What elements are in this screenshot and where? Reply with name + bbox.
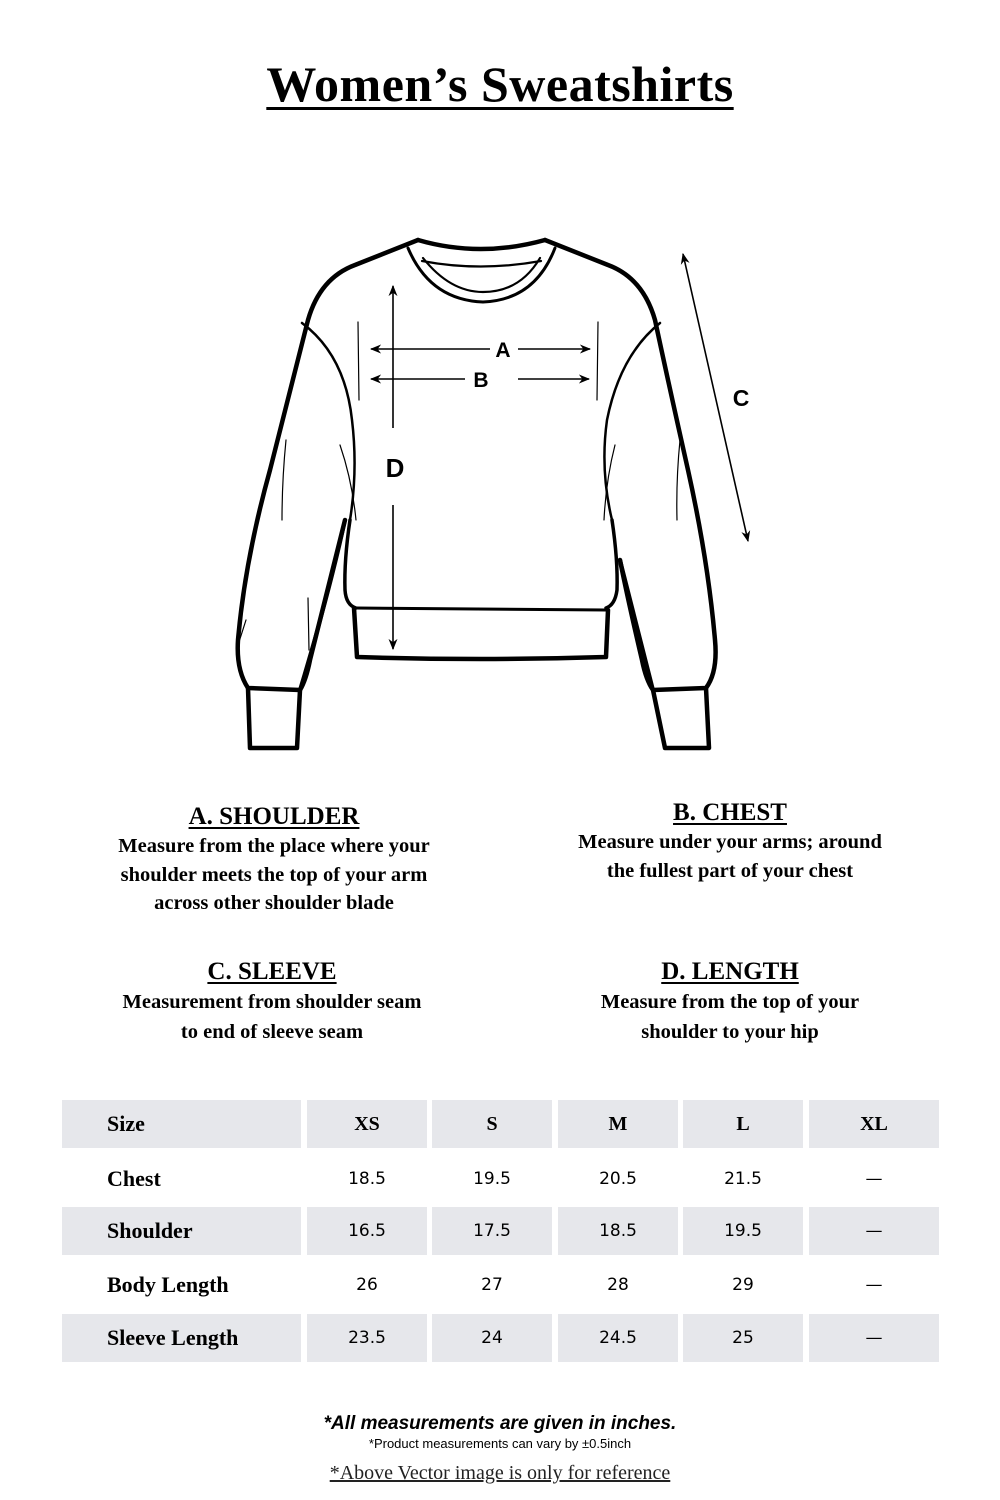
table-cell: — <box>809 1314 939 1362</box>
table-cell: 29 <box>732 1275 754 1295</box>
measurement-line: Measurement from shoulder seam <box>122 991 422 1013</box>
table-header-cell: XS <box>307 1100 427 1148</box>
measurement-line: shoulder meets the top of your arm <box>120 863 428 886</box>
table-cell: 17.5 <box>432 1207 552 1255</box>
table-cell: 23.5 <box>307 1314 427 1362</box>
measurement-length <box>530 957 930 1047</box>
table-header-size: Size <box>62 1100 301 1148</box>
table-cell: 28 <box>607 1275 629 1295</box>
label-b: B <box>473 369 489 392</box>
table-cell: 25 <box>683 1314 803 1362</box>
reference-note: *Above Vector image is only for reference <box>329 1462 671 1484</box>
table-cell: 24.5 <box>558 1314 678 1362</box>
table-cell: — <box>865 1275 883 1295</box>
label-c: C <box>732 385 750 411</box>
table-row-label: Chest <box>107 1166 161 1191</box>
measurement-heading: D. LENGTH <box>661 958 799 985</box>
label-d: D <box>385 453 405 483</box>
units-note: *All measurements are given in inches. <box>323 1413 677 1434</box>
measurement-sleeve <box>72 957 472 1047</box>
table-row-label: Body Length <box>107 1272 229 1297</box>
measurement-heading: B. CHEST <box>673 799 787 826</box>
table-header-cell: S <box>432 1100 552 1148</box>
label-a: A <box>495 339 511 362</box>
measurement-chest <box>530 798 930 885</box>
measurement-line: Measure from the top of your <box>600 991 860 1013</box>
variance-note: *Product measurements can vary by ±0.5inch <box>368 1436 632 1451</box>
table-cell: 26 <box>356 1275 378 1295</box>
measurement-line: Measure under your arms; around <box>578 831 882 853</box>
measurement-heading: C. SLEEVE <box>207 958 337 985</box>
measurement-heading: A. SHOULDER <box>188 803 360 830</box>
table-cell: 21.5 <box>724 1169 762 1189</box>
table-header-cell: M <box>558 1100 678 1148</box>
measurement-line: to end of sleeve seam <box>180 1021 364 1043</box>
page-title: Women’s Sweatshirts <box>266 56 734 112</box>
table-row-label: Sleeve Length <box>62 1314 301 1362</box>
table-cell: — <box>809 1207 939 1255</box>
table-cell: 18.5 <box>558 1207 678 1255</box>
table-header-cell: L <box>683 1100 803 1148</box>
table-cell: — <box>865 1169 883 1189</box>
table-cell: 18.5 <box>348 1169 386 1189</box>
table-cell: 20.5 <box>599 1169 637 1189</box>
measurement-shoulder <box>74 802 474 918</box>
table-cell: 19.5 <box>473 1169 511 1189</box>
table-cell: 16.5 <box>307 1207 427 1255</box>
table-cell: 19.5 <box>683 1207 803 1255</box>
measurement-line: the fullest part of your chest <box>606 859 854 882</box>
table-header-cell: XL <box>809 1100 939 1148</box>
table-cell: 24 <box>432 1314 552 1362</box>
measurement-line: Measure from the place where your <box>118 835 430 857</box>
table-cell: 27 <box>481 1275 503 1295</box>
measurement-line: across other shoulder blade <box>154 892 394 914</box>
measurement-line: shoulder to your hip <box>641 1021 819 1043</box>
table-row-label: Shoulder <box>62 1207 301 1255</box>
